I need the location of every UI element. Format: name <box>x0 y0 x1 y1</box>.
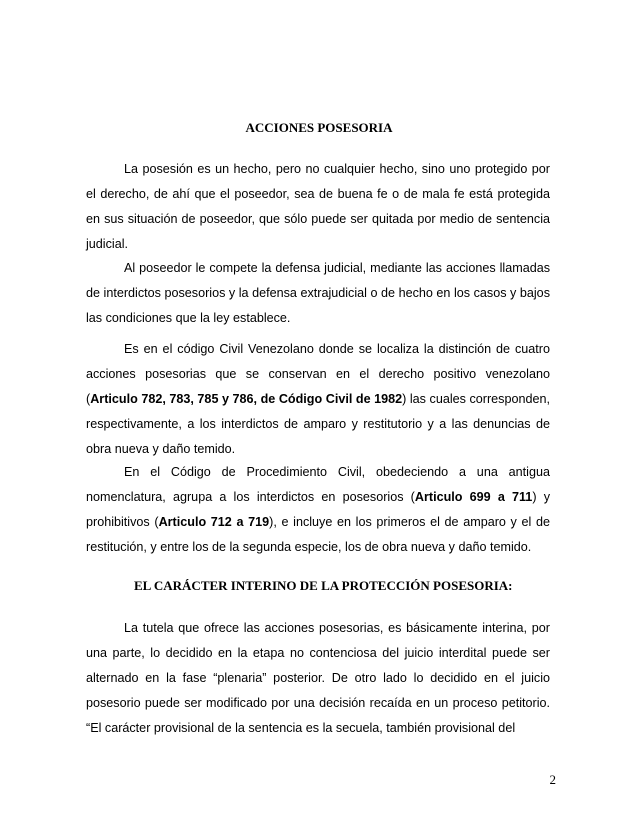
paragraph-text: ) y prohibitivos ( <box>86 490 550 529</box>
section-heading: EL CARÁCTER INTERINO DE LA PROTECCIÓN POSESORIA: <box>134 578 513 593</box>
paragraph-procedimiento-civil <box>86 460 550 560</box>
article-reference: Articulo 782, 783, 785 y 786, de Código Civil de 1982 <box>90 392 403 406</box>
paragraph-tutela: La tutela que ofrece las acciones posesorias, es básicamente interina, por una parte, lo decidido en la etapa no contenciosa del juicio interdital puede ser alternado en la fase “plenaria” posterior. De otro lado lo decidido en el juicio posesorio puede ser modificado por una decisión recaída en un proceso petitorio. “El carácter provisional de la sentencia es la secuela, también provisional del <box>86 621 550 735</box>
paragraph-posesion: La posesión es un hecho, pero no cualquier hecho, sino uno protegido por el derecho, de ahí que el poseedor, sea de buena fe o de mala fe está protegida en sus situación de poseedor, que sólo puede ser quitada por medio de sentencia judicial. <box>86 162 550 251</box>
document-title: ACCIONES POSESORIA <box>245 120 393 135</box>
article-reference: Articulo 699 a 711 <box>414 490 533 504</box>
article-reference: Articulo 712 a 719 <box>158 515 270 529</box>
paragraph-text: ), e incluye en los primeros el de amparo y el de restitución, y entre los de la segunda especie, los de obra nueva y daño temido. <box>86 515 550 554</box>
paragraph-text: Es en el código Civil Venezolano donde se localiza la distinción de cuatro acciones posesorias que se conservan en el derecho positivo venezolano ( <box>86 342 550 406</box>
paragraph-text: En el Código de Procedimiento Civil, obedeciendo a una antigua nomenclatura, agrupa a los interdictos en posesorios ( <box>86 465 550 504</box>
page-number: 2 <box>549 772 556 787</box>
paragraph-defensa-judicial: Al poseedor le compete la defensa judicial, mediante las acciones llamadas de interdictos posesorios y la defensa extrajudicial o de hecho en los casos y bajos las condiciones que la ley establece. <box>86 261 550 325</box>
paragraph-codigo-civil <box>86 337 550 462</box>
paragraph-text: ) las cuales corresponden, respectivamente, a los interdictos de amparo y restitutorio y a las denuncias de obra nueva y daño temido. <box>86 392 550 456</box>
